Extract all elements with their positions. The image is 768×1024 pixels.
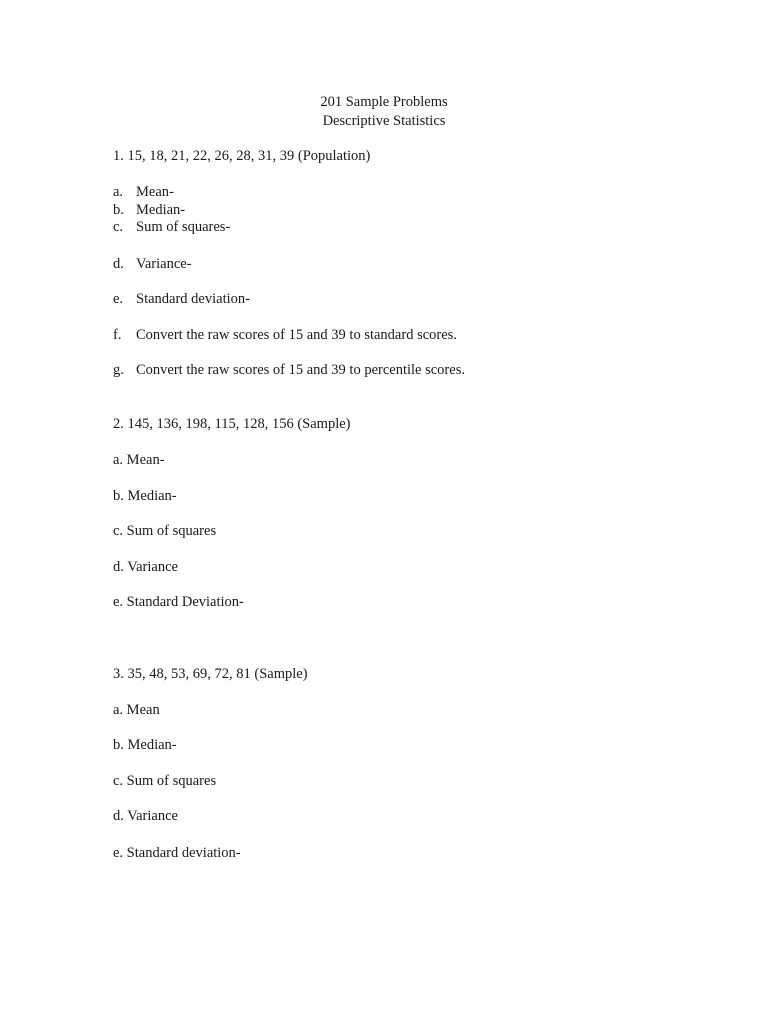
problem-2-item-d: d. Variance	[113, 559, 178, 575]
problem-1-heading: 1. 15, 18, 21, 22, 26, 28, 31, 39 (Population)	[113, 148, 371, 164]
problem-2-item-e: e. Standard Deviation-	[113, 594, 244, 610]
item-text: Convert the raw scores of 15 and 39 to standard scores.	[136, 327, 457, 343]
problem-1-item-c	[113, 218, 230, 236]
item-letter: c.	[113, 219, 124, 235]
problem-1-item-b	[113, 201, 185, 219]
problem-1-item-a	[113, 183, 174, 201]
item-text: Convert the raw scores of 15 and 39 to percentile scores.	[136, 362, 465, 378]
problem-2-item-a: a. Mean-	[113, 452, 165, 468]
item-letter: f.	[113, 327, 122, 343]
item-text: Standard deviation-	[136, 291, 250, 307]
problem-3-item-c: c. Sum of squares	[113, 773, 217, 789]
item-text: Mean-	[136, 184, 174, 200]
item-letter: e.	[113, 291, 124, 307]
item-letter: g.	[113, 362, 124, 378]
problem-1-item-g	[113, 361, 465, 379]
problem-3-item-e: e. Standard deviation-	[113, 845, 241, 861]
document-subtitle: Descriptive Statistics	[322, 113, 446, 129]
problem-3-item-a: a. Mean	[113, 702, 160, 718]
problem-1-item-e	[113, 290, 250, 308]
problem-2-heading: 2. 145, 136, 198, 115, 128, 156 (Sample)	[113, 416, 351, 432]
problem-3-heading: 3. 35, 48, 53, 69, 72, 81 (Sample)	[113, 666, 308, 682]
item-text: Median-	[136, 202, 186, 218]
problem-2-item-b: b. Median-	[113, 488, 177, 504]
item-text: Sum of squares-	[136, 219, 231, 235]
document-title: 201 Sample Problems	[320, 94, 448, 110]
item-letter: a.	[113, 184, 124, 200]
problem-1-item-d	[113, 255, 192, 273]
item-letter: d.	[113, 256, 124, 272]
problem-1-item-f	[113, 326, 457, 344]
problem-2-item-c: c. Sum of squares	[113, 523, 217, 539]
item-text: Variance-	[136, 256, 192, 272]
problem-3-item-d: d. Variance	[113, 808, 178, 824]
problem-3-item-b: b. Median-	[113, 737, 177, 753]
item-letter: b.	[113, 202, 124, 218]
